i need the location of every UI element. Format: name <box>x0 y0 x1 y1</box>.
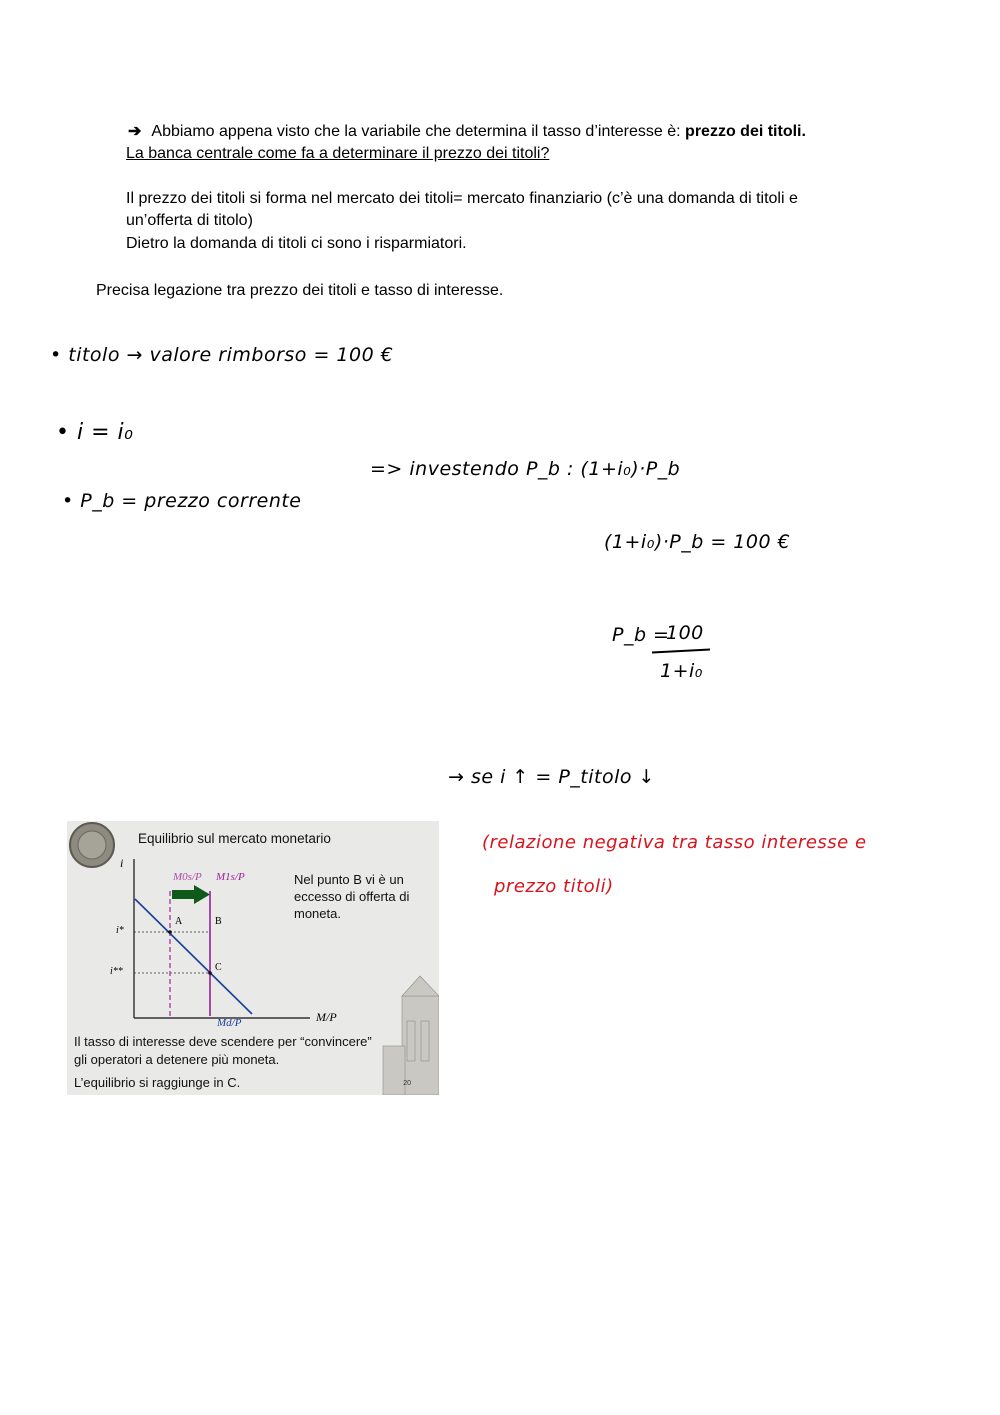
demand-curve <box>135 899 252 1014</box>
slide-footer-line2: gli operatori a detenere più moneta. <box>74 1052 280 1067</box>
label-demand: Md/P <box>217 1017 242 1029</box>
hand-bullet-rate: • i = i₀ <box>56 420 134 445</box>
question-line: La banca centrale come fa a determinare il prezzo dei titoli? <box>126 145 550 162</box>
tick-i-double-star: i** <box>110 966 123 977</box>
intro-line1: ➔ Abbiamo appena visto che la variabile che determina il tasso d’interesse è: prezzo dei titoli. <box>128 123 806 140</box>
hand-red-line2: prezzo titoli) <box>494 876 614 897</box>
formula-lhs: P_b = <box>612 624 670 646</box>
slide-note: Nel punto B vi è un eccesso di offerta di moneta. <box>294 872 410 921</box>
label-m1-supply: M1s/P <box>216 871 245 883</box>
bold-phrase: prezzo dei titoli. <box>685 123 806 140</box>
x-axis-label: M/P <box>316 1010 337 1024</box>
hand-bullet-titolo: • titolo → valore rimborso = 100 € <box>50 344 394 366</box>
tick-i-star: i* <box>116 925 124 936</box>
hand-investing: => investendo P_b : (1+i₀)·P_b <box>370 458 681 480</box>
point-c: C <box>215 962 222 973</box>
slide-page-number: 20 <box>403 1080 411 1087</box>
para2-line1: Il prezzo dei titoli si forma nel mercato dei titoli= mercato finanziario (c’è una domanda di titoli e <box>126 190 798 207</box>
para2-line3: Dietro la domanda di titoli ci sono i risparmiatori. <box>126 235 467 252</box>
y-axis-label: i <box>120 856 124 870</box>
building-decoration <box>383 976 439 1095</box>
hand-conclusion: → se i ↑ = P_titolo ↓ <box>448 766 655 788</box>
point-b: B <box>215 916 222 927</box>
shift-arrow <box>172 885 210 904</box>
hand-red-line1: (relazione negativa tra tasso interesse e <box>482 832 867 853</box>
para2-line2: un’offerta di titolo) <box>126 212 253 229</box>
point-a: A <box>175 916 183 927</box>
slide-title: Equilibrio sul mercato monetario <box>138 831 331 846</box>
formula-numerator: 100 <box>666 622 704 644</box>
label-m0-supply: M0s/P <box>173 871 202 883</box>
fraction-bar <box>652 648 710 653</box>
slide-footer-line3: L’equilibrio si raggiunge in C. <box>74 1075 241 1090</box>
para3: Precisa legazione tra prezzo dei titoli e tasso di interesse. <box>96 282 504 299</box>
hand-bullet-price: • P_b = prezzo corrente <box>62 490 302 512</box>
arrow-right-icon: ➔ <box>128 123 142 140</box>
slide-footer-line1: Il tasso di interesse deve scendere per “convincere” <box>74 1034 372 1049</box>
hand-equation: (1+i₀)·P_b = 100 € <box>604 531 791 553</box>
slide-image <box>67 821 439 1095</box>
formula-denominator: 1+i₀ <box>660 660 703 682</box>
